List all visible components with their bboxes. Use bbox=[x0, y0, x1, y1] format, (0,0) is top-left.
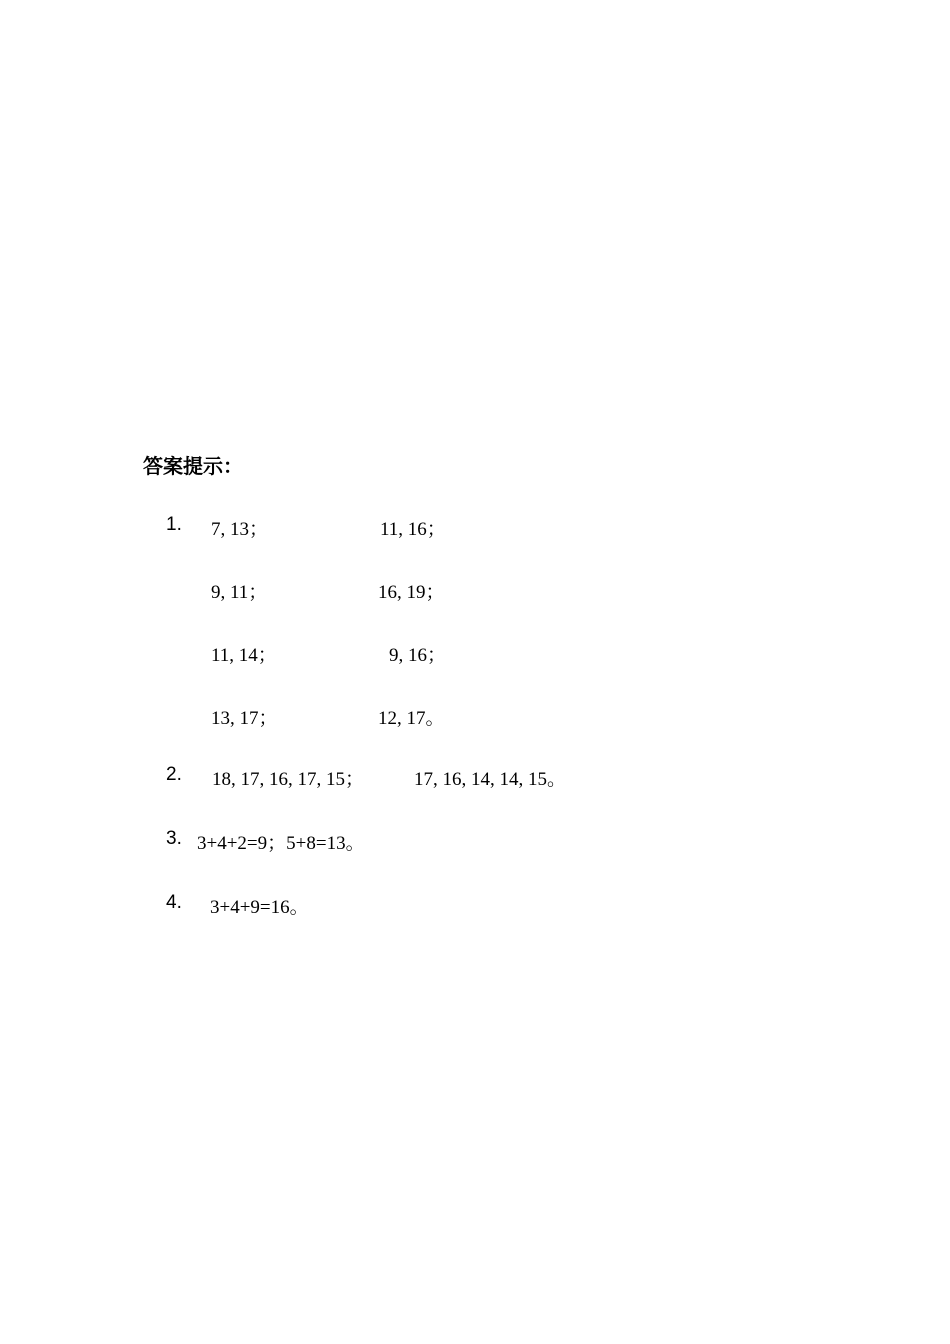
q1-row4-right: 12, 17。 bbox=[378, 708, 445, 729]
answer-heading: 答案提示： bbox=[143, 454, 243, 478]
q1-row3-right: 9, 16； bbox=[389, 645, 447, 666]
q2-left: 18, 17, 16, 17, 15； bbox=[212, 769, 365, 790]
q1-row2-right: 16, 19； bbox=[378, 582, 445, 603]
q1-row4-left: 13, 17； bbox=[211, 708, 278, 729]
q1-row1-left: 7, 13； bbox=[211, 519, 269, 540]
q4-number: 4. bbox=[166, 892, 182, 913]
q4-text: 3+4+9=16。 bbox=[210, 897, 309, 918]
q3-text: 3+4+2=9；5+8=13。 bbox=[197, 833, 365, 854]
q3-number: 3. bbox=[166, 828, 182, 849]
q1-number: 1. bbox=[166, 514, 182, 535]
q2-right: 17, 16, 14, 14, 15。 bbox=[414, 769, 567, 790]
q1-row1-right: 11, 16； bbox=[380, 519, 446, 540]
q1-row2-left: 9, 11； bbox=[211, 582, 268, 603]
q1-row3-left: 11, 14； bbox=[211, 645, 277, 666]
q2-number: 2. bbox=[166, 764, 182, 785]
